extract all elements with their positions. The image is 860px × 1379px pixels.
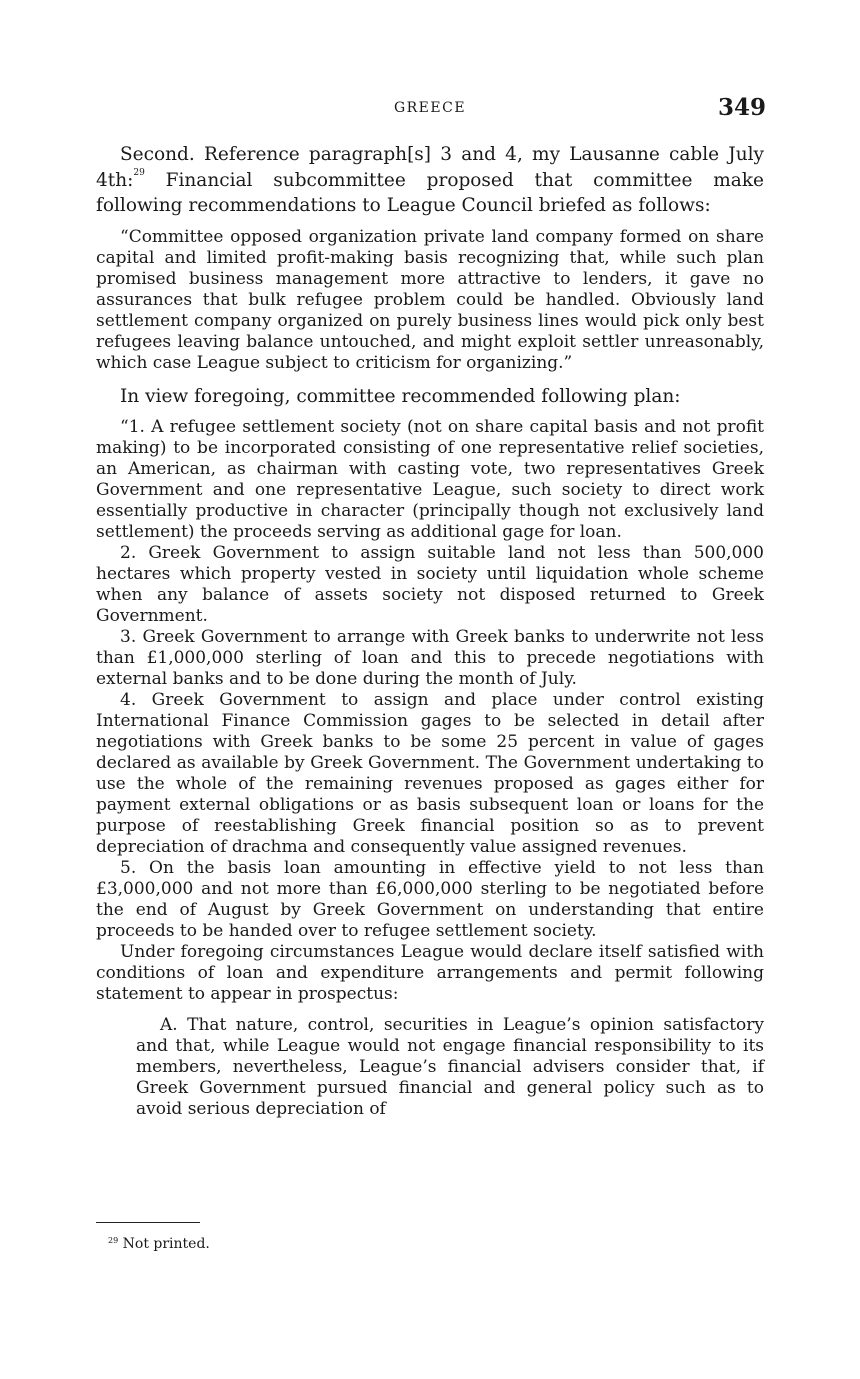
intro-paragraph (96, 142, 764, 219)
footnote (108, 1236, 210, 1252)
plan-item-4: 4. Greek Government to assign and place under control existing International Finance Commission gages to be selected in detail after negotiations with Greek banks to be some 25 percent in value of gages declared as available by Greek Government. The Government undertaking to use the whole of the remaining revenues proposed as gages either for payment external obligations or as basis subsequent loan or loans for the purpose of reestablishing Greek financial position so as to prevent depreciation of drachma and consequently value assigned revenues. (96, 690, 764, 857)
plan-conclusion: Under foregoing circumstances League would declare itself satisfied with conditions of loan and expenditure arrangements and permit following statement to appear in prospectus: (96, 942, 764, 1004)
page-number: 349 (717, 94, 766, 121)
statement-a: A. That nature, control, securities in League’s opinion satisfactory and that, while League would not engage financial responsibility to its members, nevertheless, League’s financial advisers consider that, if Greek Government pursued financial and general policy such as to avoid serious depreciation of (136, 1015, 764, 1119)
running-title: GREECE (393, 100, 467, 116)
plan-item-3: 3. Greek Government to arrange with Greek banks to underwrite not less than £1,000,000 sterling of loan and this to precede negotiations with external banks and to be done during the month of July. (96, 627, 764, 689)
body-text (96, 142, 764, 1120)
footnote-number: 29 (108, 1236, 119, 1245)
committee-quote: “Committee opposed organization private land company formed on share capital and limited profit-making basis recognizing that, while such plan promised business management more attractive to lenders, it gave no assurances that bulk refugee problem could be handled. Obviously land settlement company organized on purely business lines would pick only best refugees leaving balance untouched, and might exploit settler unreasonably, which case League subject to criticism for organizing.” (96, 226, 764, 373)
plan-intro: In view foregoing, committee recommended following plan: (120, 385, 681, 407)
plan-item-2: 2. Greek Government to assign suitable land not less than 500,000 hectares which property vested in society until liquidation whole scheme when any balance of assets society not disposed returned to Greek Government. (96, 543, 764, 626)
footnote-reference: 29 (133, 167, 145, 178)
running-head (0, 96, 860, 126)
intro-text: Second. Reference paragraph[s] 3 and 4, my Lausanne cable July 4th: (96, 144, 764, 191)
intro-text-continued: Financial subcommittee proposed that committee make following recommendations to League Council briefed as follows: (96, 169, 764, 216)
footnote-text: Not printed. (122, 1236, 210, 1252)
plan-item-1: “1. A refugee settlement society (not on share capital basis and not profit making) to be incorporated consisting of one representative relief societies, an American, as chairman with casting vote, two representatives Greek Government and one representative League, such society to direct work essentially productive in character (principally though not exclusively land settlement) the proceeds serving as additional gage for loan. (96, 417, 764, 542)
footnote-divider (96, 1222, 200, 1223)
plan-item-5: 5. On the basis loan amounting in effective yield to not less than £3,000,000 and not more than £6,000,000 sterling to be negotiated before the end of August by Greek Government on understanding that entire proceeds to be handed over to refugee settlement society. (96, 858, 764, 941)
